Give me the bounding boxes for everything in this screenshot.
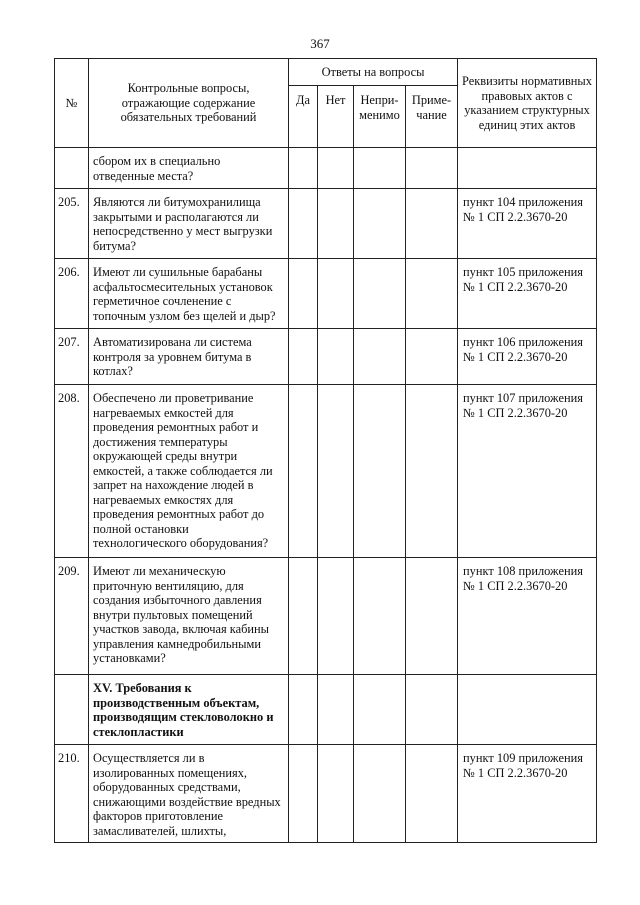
section-heading-row (55, 675, 597, 745)
row-question: Являются ли битумохранилища закрытыми и располагаются ли непосредственно у мест выгрузки битума? (89, 189, 289, 259)
row-number: 207. (55, 329, 89, 385)
row-number (55, 675, 89, 745)
row-reference: пункт 106 приложения № 1 СП 2.2.3670-20 (458, 329, 597, 385)
answer-note-cell[interactable] (406, 189, 458, 259)
header-not-applicable: Непри-менимо (354, 86, 406, 148)
header-questions: Контрольные вопросы, отражающие содержание обязательных требований (89, 59, 289, 148)
answer-no-cell[interactable] (318, 745, 354, 843)
answer-no-cell[interactable] (318, 558, 354, 675)
answer-note-cell[interactable] (406, 558, 458, 675)
row-question: Автоматизирована ли система контроля за уровнем битума в котлах? (89, 329, 289, 385)
table-row (55, 558, 597, 675)
answer-na-cell[interactable] (354, 329, 406, 385)
answer-na-cell (354, 675, 406, 745)
answer-no-cell[interactable] (318, 259, 354, 329)
answer-na-cell[interactable] (354, 558, 406, 675)
row-number: 206. (55, 259, 89, 329)
header-no: Нет (318, 86, 354, 148)
answer-yes-cell[interactable] (289, 189, 318, 259)
table-row (55, 385, 597, 558)
answer-yes-cell[interactable] (289, 558, 318, 675)
row-reference: пункт 104 приложения № 1 СП 2.2.3670-20 (458, 189, 597, 259)
answer-yes-cell[interactable] (289, 259, 318, 329)
answer-no-cell[interactable] (318, 385, 354, 558)
table-row (55, 259, 597, 329)
requirements-table (54, 58, 597, 843)
table-row (55, 745, 597, 843)
answer-note-cell[interactable] (406, 329, 458, 385)
answer-na-cell[interactable] (354, 745, 406, 843)
answer-na-cell[interactable] (354, 385, 406, 558)
answer-na-cell[interactable] (354, 259, 406, 329)
row-reference: пункт 109 приложения № 1 СП 2.2.3670-20 (458, 745, 597, 843)
row-question: Обеспечено ли проветривание нагреваемых емкостей для проведения ремонтных работ и достижения температуры окружающей среды внутри емкостей, а также соблюдается ли запрет на нахождение людей в нагреваемых емкостях для проведения ремонтных работ до полной остановки технологического оборудования? (89, 385, 289, 558)
row-number: 205. (55, 189, 89, 259)
answer-no-cell (318, 675, 354, 745)
answer-no-cell[interactable] (318, 148, 354, 189)
answer-yes-cell (289, 675, 318, 745)
table-row (55, 189, 597, 259)
page-number: 367 (310, 36, 330, 51)
answer-yes-cell[interactable] (289, 148, 318, 189)
row-number: 208. (55, 385, 89, 558)
answer-yes-cell[interactable] (289, 745, 318, 843)
row-reference: пункт 105 приложения № 1 СП 2.2.3670-20 (458, 259, 597, 329)
header-yes: Да (289, 86, 318, 148)
header-answers: Ответы на вопросы (289, 59, 458, 86)
answer-na-cell[interactable] (354, 148, 406, 189)
answer-no-cell[interactable] (318, 189, 354, 259)
row-number (55, 148, 89, 189)
answer-na-cell[interactable] (354, 189, 406, 259)
table-row (55, 148, 597, 189)
row-reference (458, 148, 597, 189)
answer-note-cell[interactable] (406, 745, 458, 843)
answer-yes-cell[interactable] (289, 329, 318, 385)
answer-no-cell[interactable] (318, 329, 354, 385)
answer-note-cell[interactable] (406, 148, 458, 189)
answer-note-cell[interactable] (406, 259, 458, 329)
answer-note-cell (406, 675, 458, 745)
answer-yes-cell[interactable] (289, 385, 318, 558)
row-reference: пункт 108 приложения № 1 СП 2.2.3670-20 (458, 558, 597, 675)
row-question: сбором их в специально отведенные места? (89, 148, 289, 189)
row-reference: пункт 107 приложения № 1 СП 2.2.3670-20 (458, 385, 597, 558)
header-num: № (55, 59, 89, 148)
section-heading: XV. Требования к производственным объектам, производящим стекловолокно и стеклопластики (89, 675, 289, 745)
row-question: Осуществляется ли в изолированных помещениях, оборудованных средствами, снижающими воздействие вредных факторов приготовление замасливателей, шлихты, (89, 745, 289, 843)
header-note: Приме-чание (406, 86, 458, 148)
answer-note-cell[interactable] (406, 385, 458, 558)
row-reference (458, 675, 597, 745)
row-number: 210. (55, 745, 89, 843)
table-row (55, 329, 597, 385)
row-question: Имеют ли сушильные барабаны асфальтосмесительных установок герметичное сочленение с топочным узлом без щелей и дыр? (89, 259, 289, 329)
row-number: 209. (55, 558, 89, 675)
row-question: Имеют ли механическую приточную вентиляцию, для создания избыточного давления внутри пультовых помещений участков завода, включая кабины управления камнедробильными установками? (89, 558, 289, 675)
header-requisites: Реквизиты нормативных правовых актов с указанием структурных единиц этих актов (458, 59, 597, 148)
